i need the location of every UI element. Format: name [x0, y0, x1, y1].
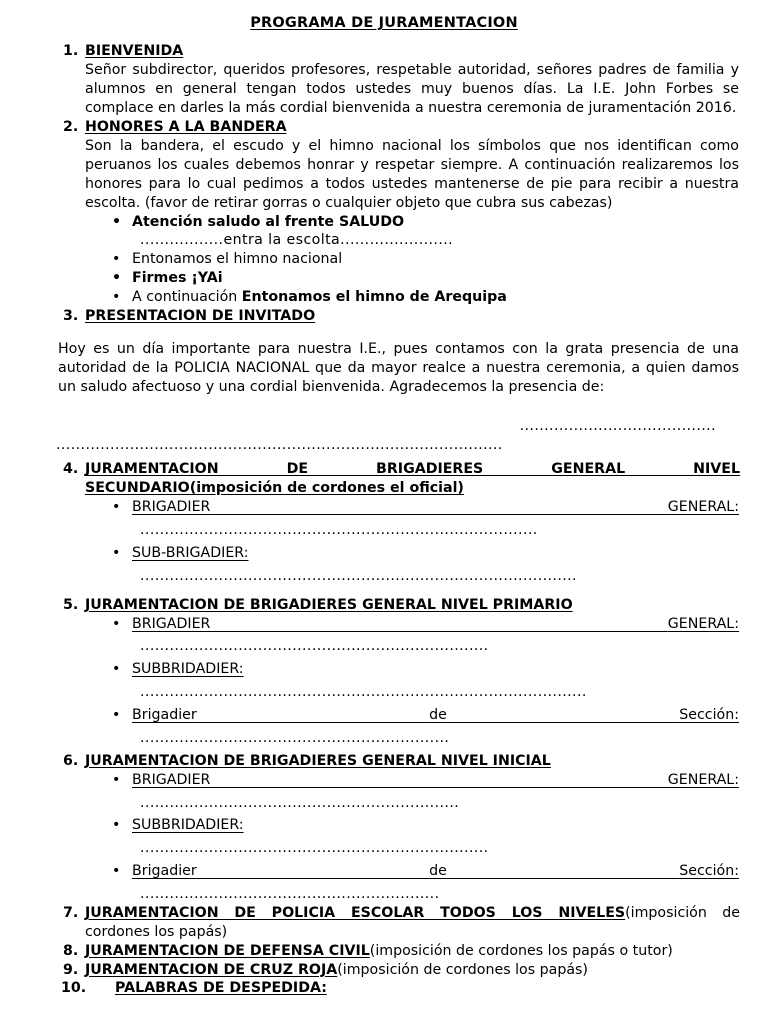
section-1-body: Señor subdirector, queridos profesores, respetable autoridad, señores padres de familia y alumnos en general tengan todos ustedes muy buenos días. La I.E. John Forbes se complace en darles la más cordial bienvenida a nuestra ceremonia de juramentación 2016. — [85, 62, 739, 116]
bullet-icon: • — [112, 771, 121, 788]
fill-row-left: BRIGADIER — [132, 615, 211, 632]
section-5-heading: JURAMENTACION DE BRIGADIERES GENERAL NIVEL PRIMARIO — [85, 596, 573, 613]
fill-row-right: Sección: — [679, 863, 739, 880]
bullet-icon: • — [112, 615, 121, 632]
bullet-icon: • — [112, 213, 122, 230]
fill-row[interactable] — [28, 660, 740, 679]
fill-dots[interactable]: ............................................................. — [140, 886, 440, 903]
section-6-rows-3 — [28, 862, 740, 881]
section-8-number: 8. — [63, 942, 79, 959]
fill-row[interactable] — [28, 816, 740, 835]
section-4-heading-line1: JURAMENTACION DE BRIGADIERES GENERAL NIVEL — [85, 461, 740, 478]
section-2-heading: HONORES A LA BANDERA — [85, 118, 287, 135]
section-8-heading: JURAMENTACION DE DEFENSA CIVIL(imposición de cordones los papás o tutor) — [85, 942, 673, 959]
section-3-heading: PRESENTACION DE INVITADO — [85, 307, 316, 324]
fill-row-middle: de — [429, 707, 447, 724]
fill-dots[interactable]: ........................................................................................... — [140, 684, 587, 701]
section-3-signature-dots-right: ........................................ — [519, 417, 716, 434]
spacer — [28, 586, 740, 596]
section-8-note: (imposición de cordones los papás o tutor) — [369, 942, 673, 959]
section-1-heading: BIENVENIDA — [85, 43, 184, 60]
section-8 — [28, 942, 740, 961]
section-5-rows-3 — [28, 706, 740, 725]
bullet-icon: • — [112, 707, 121, 724]
section-3 — [28, 307, 740, 326]
section-1 — [28, 42, 740, 61]
fill-row[interactable] — [28, 615, 740, 634]
list-item-label: Firmes ¡YAi — [132, 270, 223, 287]
list-item — [28, 213, 740, 232]
bullet-icon: • — [112, 863, 121, 880]
section-6-number: 6. — [63, 752, 79, 769]
fill-dots[interactable]: ............................................................... — [140, 729, 450, 746]
fill-row-right: GENERAL: — [667, 615, 739, 632]
section-4-number: 4. — [63, 461, 79, 478]
fill-row-right: GENERAL: — [667, 771, 739, 788]
section-10-heading: PALABRAS DE DESPEDIDA: — [115, 980, 327, 997]
fill-row[interactable] — [28, 544, 740, 563]
list-item-label: Entonamos el himno nacional — [132, 251, 343, 268]
fill-row-middle: de — [429, 863, 447, 880]
fill-row-text: SUBBRIDADIER: — [132, 661, 244, 678]
fill-row-text — [132, 771, 739, 790]
bullet-icon: • — [112, 270, 122, 287]
section-3-signature-dots-left: ........................................................................................... — [56, 436, 503, 453]
fill-row-right: Sección: — [679, 707, 739, 724]
bullet-icon: • — [112, 817, 121, 834]
section-10-number: 10. — [61, 980, 87, 997]
bullet-icon: • — [112, 544, 121, 561]
fill-row[interactable] — [28, 498, 740, 517]
fill-row-right: GENERAL: — [667, 499, 739, 516]
bullet-icon: • — [112, 661, 121, 678]
section-7-heading: JURAMENTACION DE POLICIA ESCOLAR TODOS LOS NIVELES(imposición de — [85, 904, 740, 921]
section-5-rows-2 — [28, 660, 740, 679]
section-5-rows — [28, 615, 740, 634]
section-9-note: (imposición de cordones los papás) — [337, 961, 588, 978]
section-5-number: 5. — [63, 596, 79, 613]
fill-row-left: BRIGADIER — [132, 771, 211, 788]
bullet-icon: • — [112, 289, 121, 306]
section-2-body: Son la bandera, el escudo y el himno nacional los símbolos que nos identifican como peruanos los cuales debemos honrar y respetar siempre. A continuación realizaremos los honores para lo cual pedimos a todos ustedes mantenerse de pie para recibir a nuestra escolta. (favor de retirar gorras o cualquier objeto que cubra sus cabezas) — [85, 137, 739, 211]
fill-row-text — [132, 498, 739, 517]
section-4-heading-line2-note: (imposición de cordones el oficial) — [189, 480, 464, 497]
fill-row[interactable] — [28, 862, 740, 881]
fill-row-text: SUB-BRIGADIER: — [132, 544, 249, 561]
list-item-label: Atención saludo al frente SALUDO — [132, 213, 405, 230]
spacer — [28, 326, 740, 340]
fill-row[interactable] — [28, 706, 740, 725]
fill-dots[interactable]: ....................................................................... — [140, 840, 489, 857]
fill-dots[interactable]: ....................................................................... — [140, 638, 489, 655]
fill-dots[interactable]: ................................................................................. — [140, 522, 538, 539]
section-9-number: 9. — [63, 961, 79, 978]
fill-row-left: BRIGADIER — [132, 499, 211, 516]
list-item — [28, 288, 740, 307]
section-7 — [28, 904, 740, 923]
section-3-body: Hoy es un día importante para nuestra I.E., pues contamos con la grata presencia de una autoridad de la POLICIA NACIONAL que da mayor realce a nuestra ceremonia, a quien damos un saludo afectuoso y una cordial bienvenida. Agradecemos la presencia de: — [58, 340, 739, 395]
fill-row-text — [132, 862, 739, 881]
section-9 — [28, 961, 740, 980]
section-4-heading-line2-bold: SECUNDARIO — [85, 480, 190, 497]
fill-dots[interactable]: ................................................................. — [140, 794, 460, 811]
list-item — [28, 269, 740, 288]
fill-row[interactable] — [28, 771, 740, 790]
section-6-heading: JURAMENTACION DE BRIGADIERES GENERAL NIVEL INICIAL — [85, 752, 551, 769]
section-5 — [28, 596, 740, 615]
page-title-text: PROGRAMA DE JURAMENTACION — [250, 15, 518, 31]
section-6-rows — [28, 771, 740, 790]
spacer — [28, 397, 740, 417]
section-2-bullets-cont — [28, 250, 740, 307]
fill-dots[interactable]: ......................................................................................... — [140, 567, 577, 584]
section-9-heading: JURAMENTACION DE CRUZ ROJA(imposición de cordones los papás) — [85, 961, 588, 978]
section-6-rows-2 — [28, 816, 740, 835]
fill-row-text — [132, 615, 739, 634]
section-6 — [28, 752, 740, 771]
list-item-emphasis: Entonamos el himno de Arequipa — [241, 289, 507, 306]
section-7-continuation: cordones los papás) — [85, 923, 228, 940]
page-title — [28, 14, 740, 32]
fill-row-text — [132, 706, 739, 725]
section-2 — [28, 118, 740, 137]
list-item-lead: A continuación — [132, 289, 242, 306]
section-4-rows-2 — [28, 544, 740, 563]
section-7-note: (imposición de — [625, 904, 740, 921]
section-3-number: 3. — [63, 307, 79, 324]
bullet-icon: • — [112, 499, 121, 516]
fill-row-left: Brigadier — [132, 863, 197, 880]
bullet-icon: • — [112, 251, 121, 268]
section-4-heading-line2 — [28, 479, 740, 498]
list-item — [28, 250, 740, 269]
fill-row-left: Brigadier — [132, 707, 197, 724]
section-2-number: 2. — [63, 118, 79, 135]
section-10 — [28, 979, 740, 998]
fill-row-text: SUBBRIDADIER: — [132, 817, 244, 834]
section-7-number: 7. — [63, 904, 79, 921]
section-1-number: 1. — [63, 43, 79, 60]
section-4-rows — [28, 498, 740, 517]
section-4 — [28, 460, 740, 479]
section-2-escolta-dots: .................entra la escolta....................... — [140, 232, 454, 249]
section-2-bullets — [28, 213, 740, 232]
